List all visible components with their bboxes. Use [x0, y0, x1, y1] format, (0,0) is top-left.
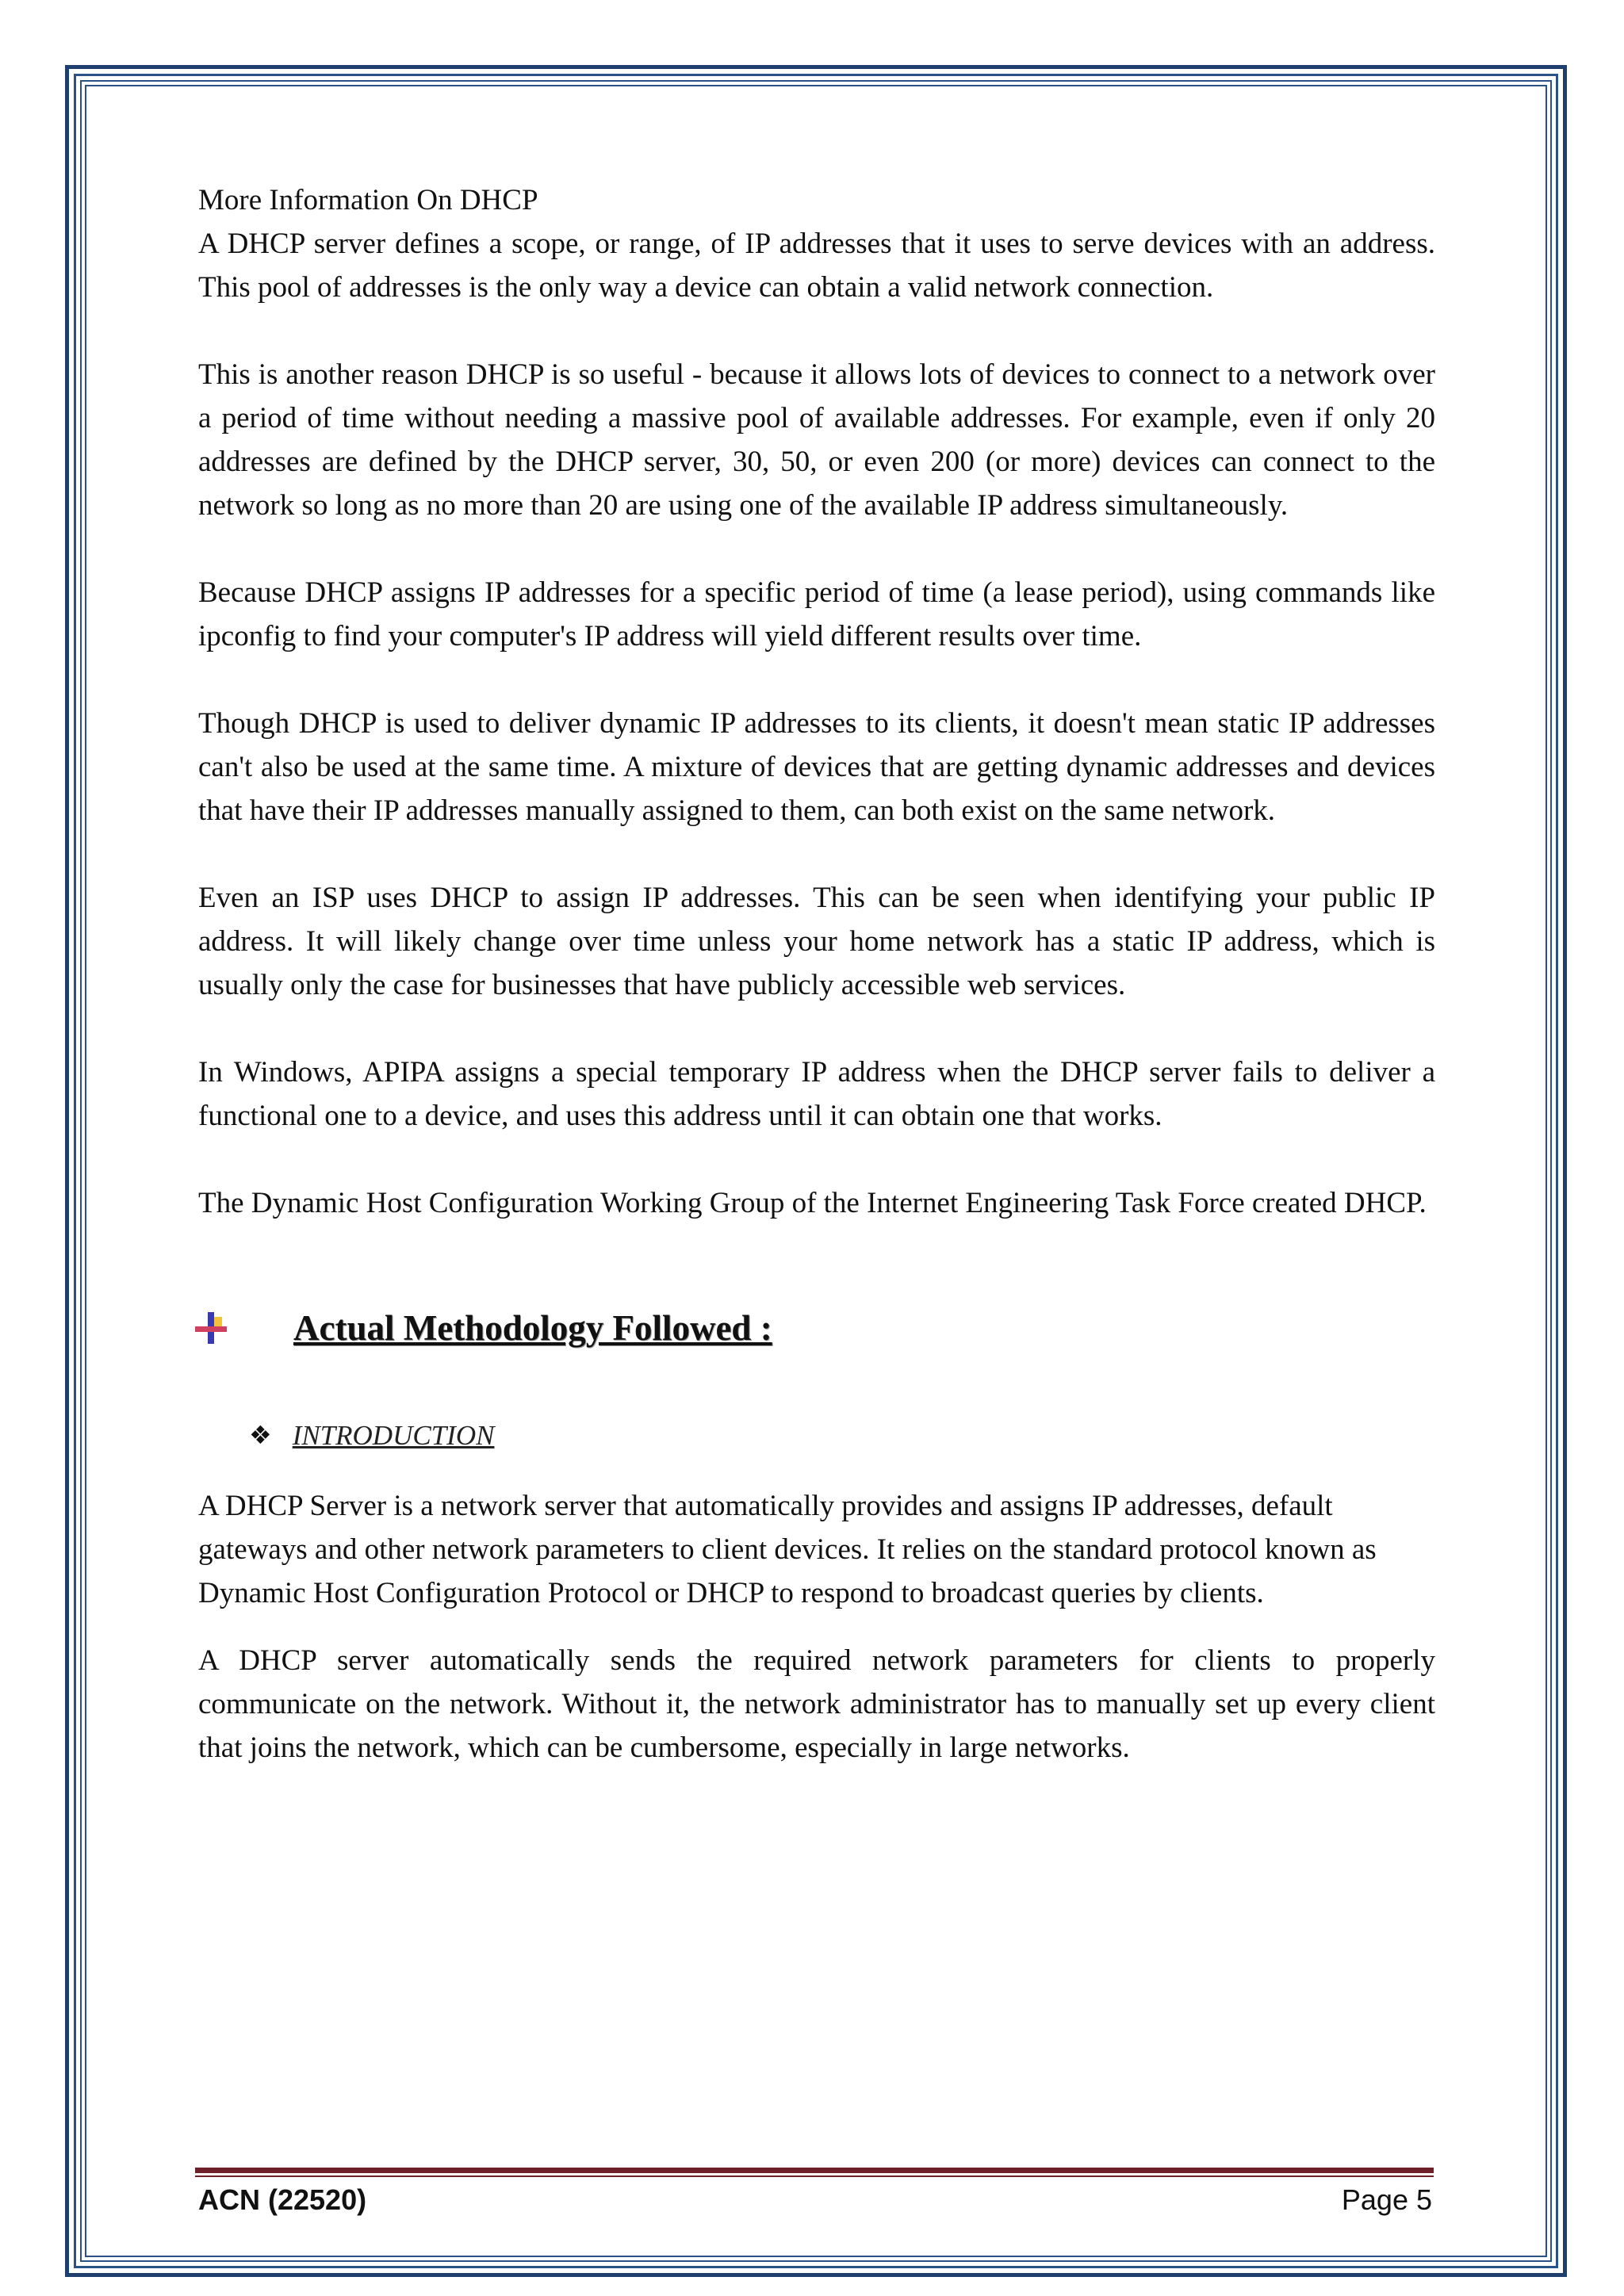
paragraph: Though DHCP is used to deliver dynamic IP addresses to its clients, it doesn't mean static IP addresses can't also be used at the same time. A mixture of devices that are getting dynamic addresses and devices that have their IP addresses manually assigned to them, can both exist on the same network. — [198, 707, 1435, 827]
paragraph: Because DHCP assigns IP addresses for a specific period of time (a lease period), using commands like ipconfig to find your computer's IP address will yield different results over time. — [198, 576, 1435, 652]
paragraph: A DHCP server defines a scope, or range, of IP addresses that it uses to serve devices with an address. This pool of addresses is the only way a device can obtain a valid network connection. — [198, 228, 1435, 304]
document-body — [198, 178, 1435, 1770]
footer-rule-thin — [195, 2175, 1434, 2177]
section-intro-heading: More Information On DHCP — [198, 184, 538, 216]
course-code: ACN (22520) — [198, 2183, 367, 2216]
paragraph: In Windows, APIPA assigns a special temporary IP address when the DHCP server fails to deliver a functional one to a device, and uses this address until it can obtain one that works. — [198, 1056, 1435, 1132]
plus-bullet-icon — [195, 1312, 227, 1344]
section-heading — [198, 1304, 1435, 1352]
page-number: Page 5 — [1341, 2183, 1432, 2216]
intro-paragraph: A DHCP server automatically sends the required network parameters for clients to properly communicate on the network. Without it, the network administrator has to manually set up every client that joins the network, which can be cumbersome, especially in large networks. — [198, 1644, 1435, 1764]
paragraph: This is another reason DHCP is so useful - because it allows lots of devices to connect to a network over a period of time without needing a massive pool of available addresses. For example, even if only 20 addresses are defined by the DHCP server, 30, 50, or even 200 (or more) devices can connect to the network so long as no more than 20 are using one of the available IP address simultaneously. — [198, 358, 1435, 522]
section-title: Actual Methodology Followed : — [293, 1307, 772, 1348]
paragraph: The Dynamic Host Configuration Working Group of the Internet Engineering Task Force created DHCP. — [198, 1187, 1427, 1219]
footer-rule — [195, 2168, 1434, 2173]
intro-paragraph: A DHCP Server is a network server that automatically provides and assigns IP addresses, default gateways and other network parameters to client devices. It relies on the standard protocol known as Dynamic Host Configuration Protocol or DHCP to respond to broadcast queries by clients. — [198, 1490, 1377, 1609]
page-footer — [198, 2180, 1432, 2220]
diamond-bullet-icon: ❖ — [249, 1420, 272, 1450]
subsection-title: INTRODUCTION — [292, 1420, 495, 1451]
paragraph: Even an ISP uses DHCP to assign IP addresses. This can be seen when identifying your public IP address. It will likely change over time unless your home network has a static IP address, which is usually only the case for businesses that have publicly accessible web services. — [198, 882, 1435, 1001]
subsection-heading — [198, 1414, 1435, 1457]
